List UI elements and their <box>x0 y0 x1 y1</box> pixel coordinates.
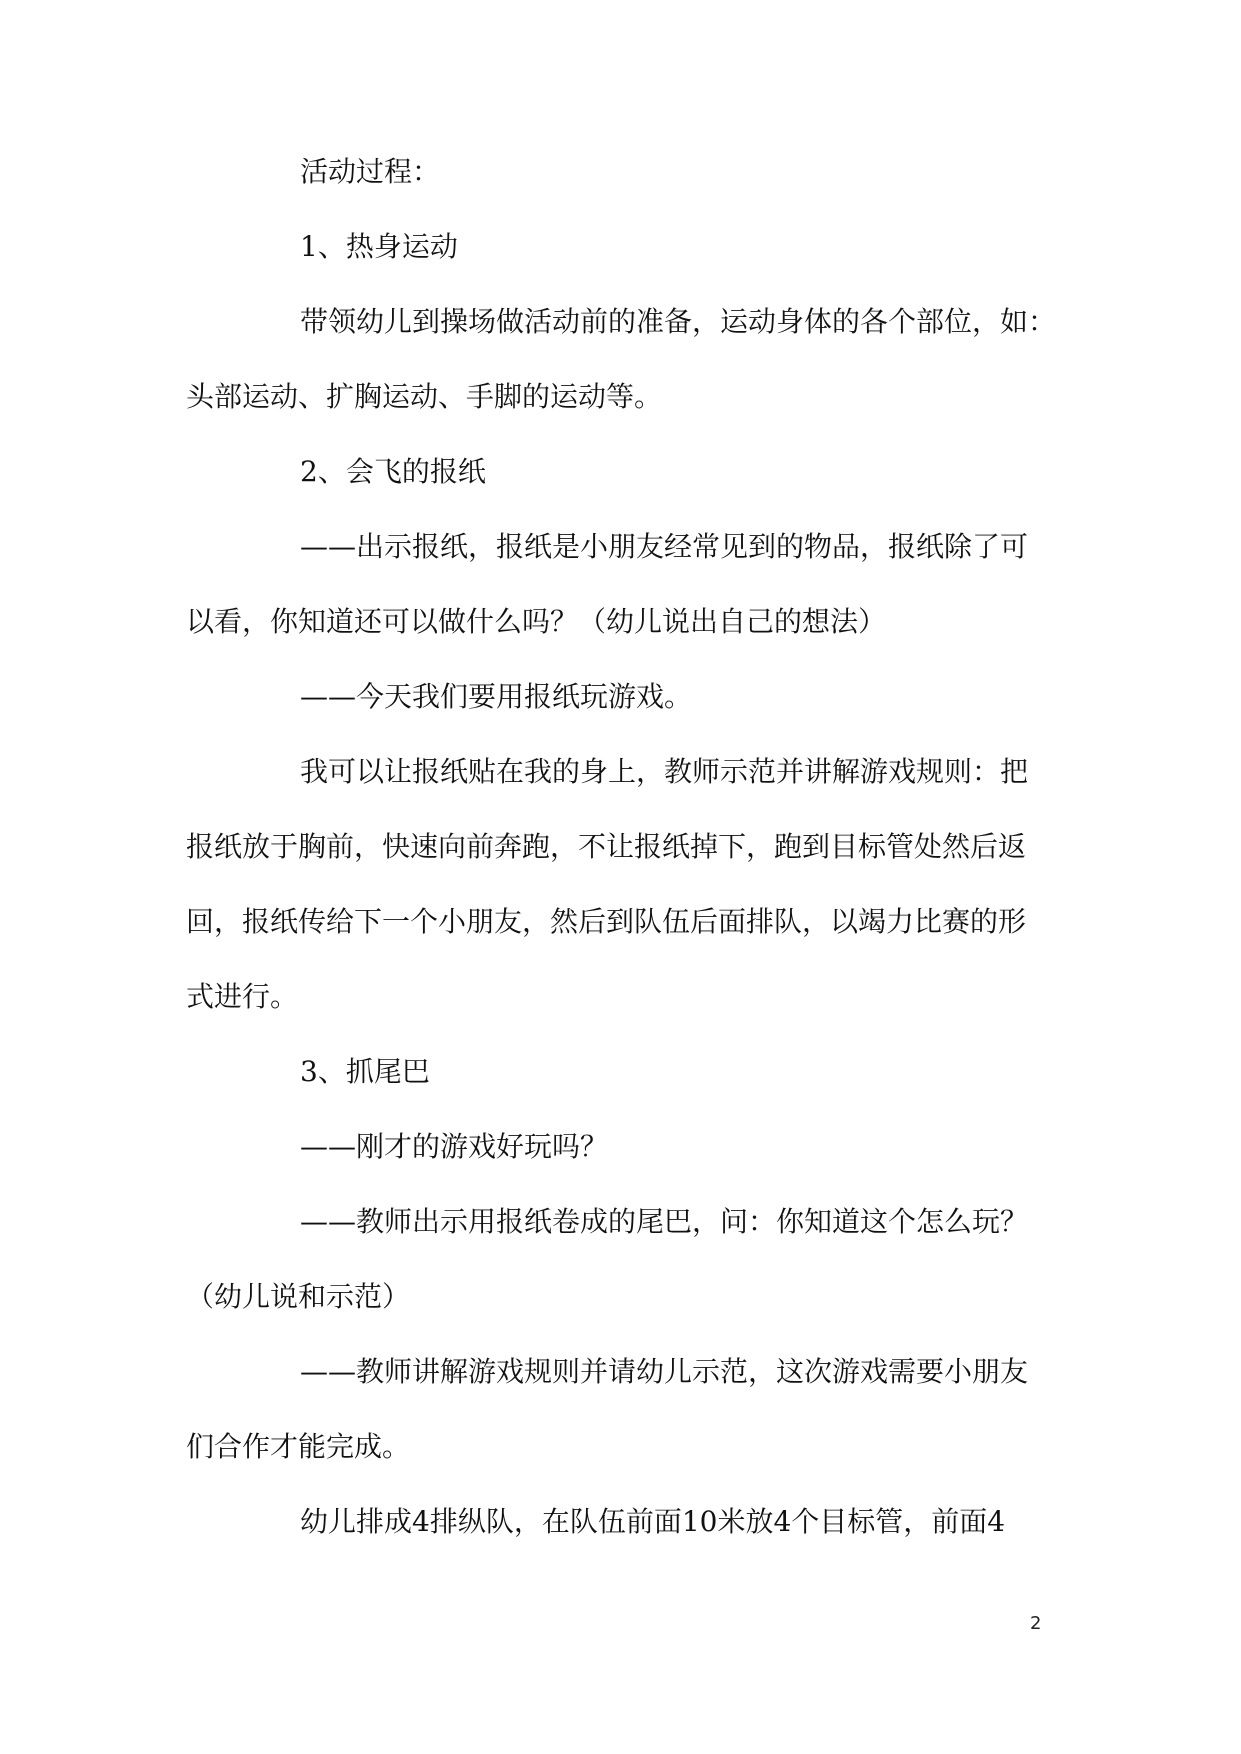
text-line: ——教师讲解游戏规则并请幼儿示范，这次游戏需要小朋友 <box>300 1355 1029 1388</box>
text-line: 式进行。 <box>186 980 299 1013</box>
text-line: 头部运动、扩胸运动、手脚的运动等。 <box>186 380 663 413</box>
section-heading: 3、抓尾巴 <box>300 1055 430 1088</box>
text-line: 们合作才能完成。 <box>186 1430 411 1463</box>
text-line: 幼儿排成4排纵队，在队伍前面10米放4个目标管，前面4 <box>300 1505 1006 1538</box>
text-line: 我可以让报纸贴在我的身上，教师示范并讲解游戏规则：把 <box>300 755 1029 788</box>
text-line: 以看，你知道还可以做什么吗？（幼儿说出自己的想法） <box>186 605 887 638</box>
text-line: 活动过程： <box>300 155 441 188</box>
text-line: 回，报纸传给下一个小朋友，然后到队伍后面排队，以竭力比赛的形 <box>186 905 1027 938</box>
text-line: ——出示报纸，报纸是小朋友经常见到的物品，报纸除了可 <box>300 530 1029 563</box>
section-heading: 1、热身运动 <box>300 230 458 263</box>
page-number: 2 <box>1030 1613 1042 1634</box>
text-line: ——刚才的游戏好玩吗？ <box>300 1130 609 1163</box>
text-line: 报纸放于胸前，快速向前奔跑，不让报纸掉下，跑到目标管处然后返 <box>186 830 1027 863</box>
text-line: ——教师出示用报纸卷成的尾巴，问：你知道这个怎么玩？ <box>300 1205 1029 1238</box>
text-line: （幼儿说和示范） <box>186 1280 411 1313</box>
section-heading: 2、会飞的报纸 <box>300 455 486 488</box>
text-line: 带领幼儿到操场做活动前的准备，运动身体的各个部位，如： <box>300 305 1057 338</box>
text-line: ——今天我们要用报纸玩游戏。 <box>300 680 693 713</box>
